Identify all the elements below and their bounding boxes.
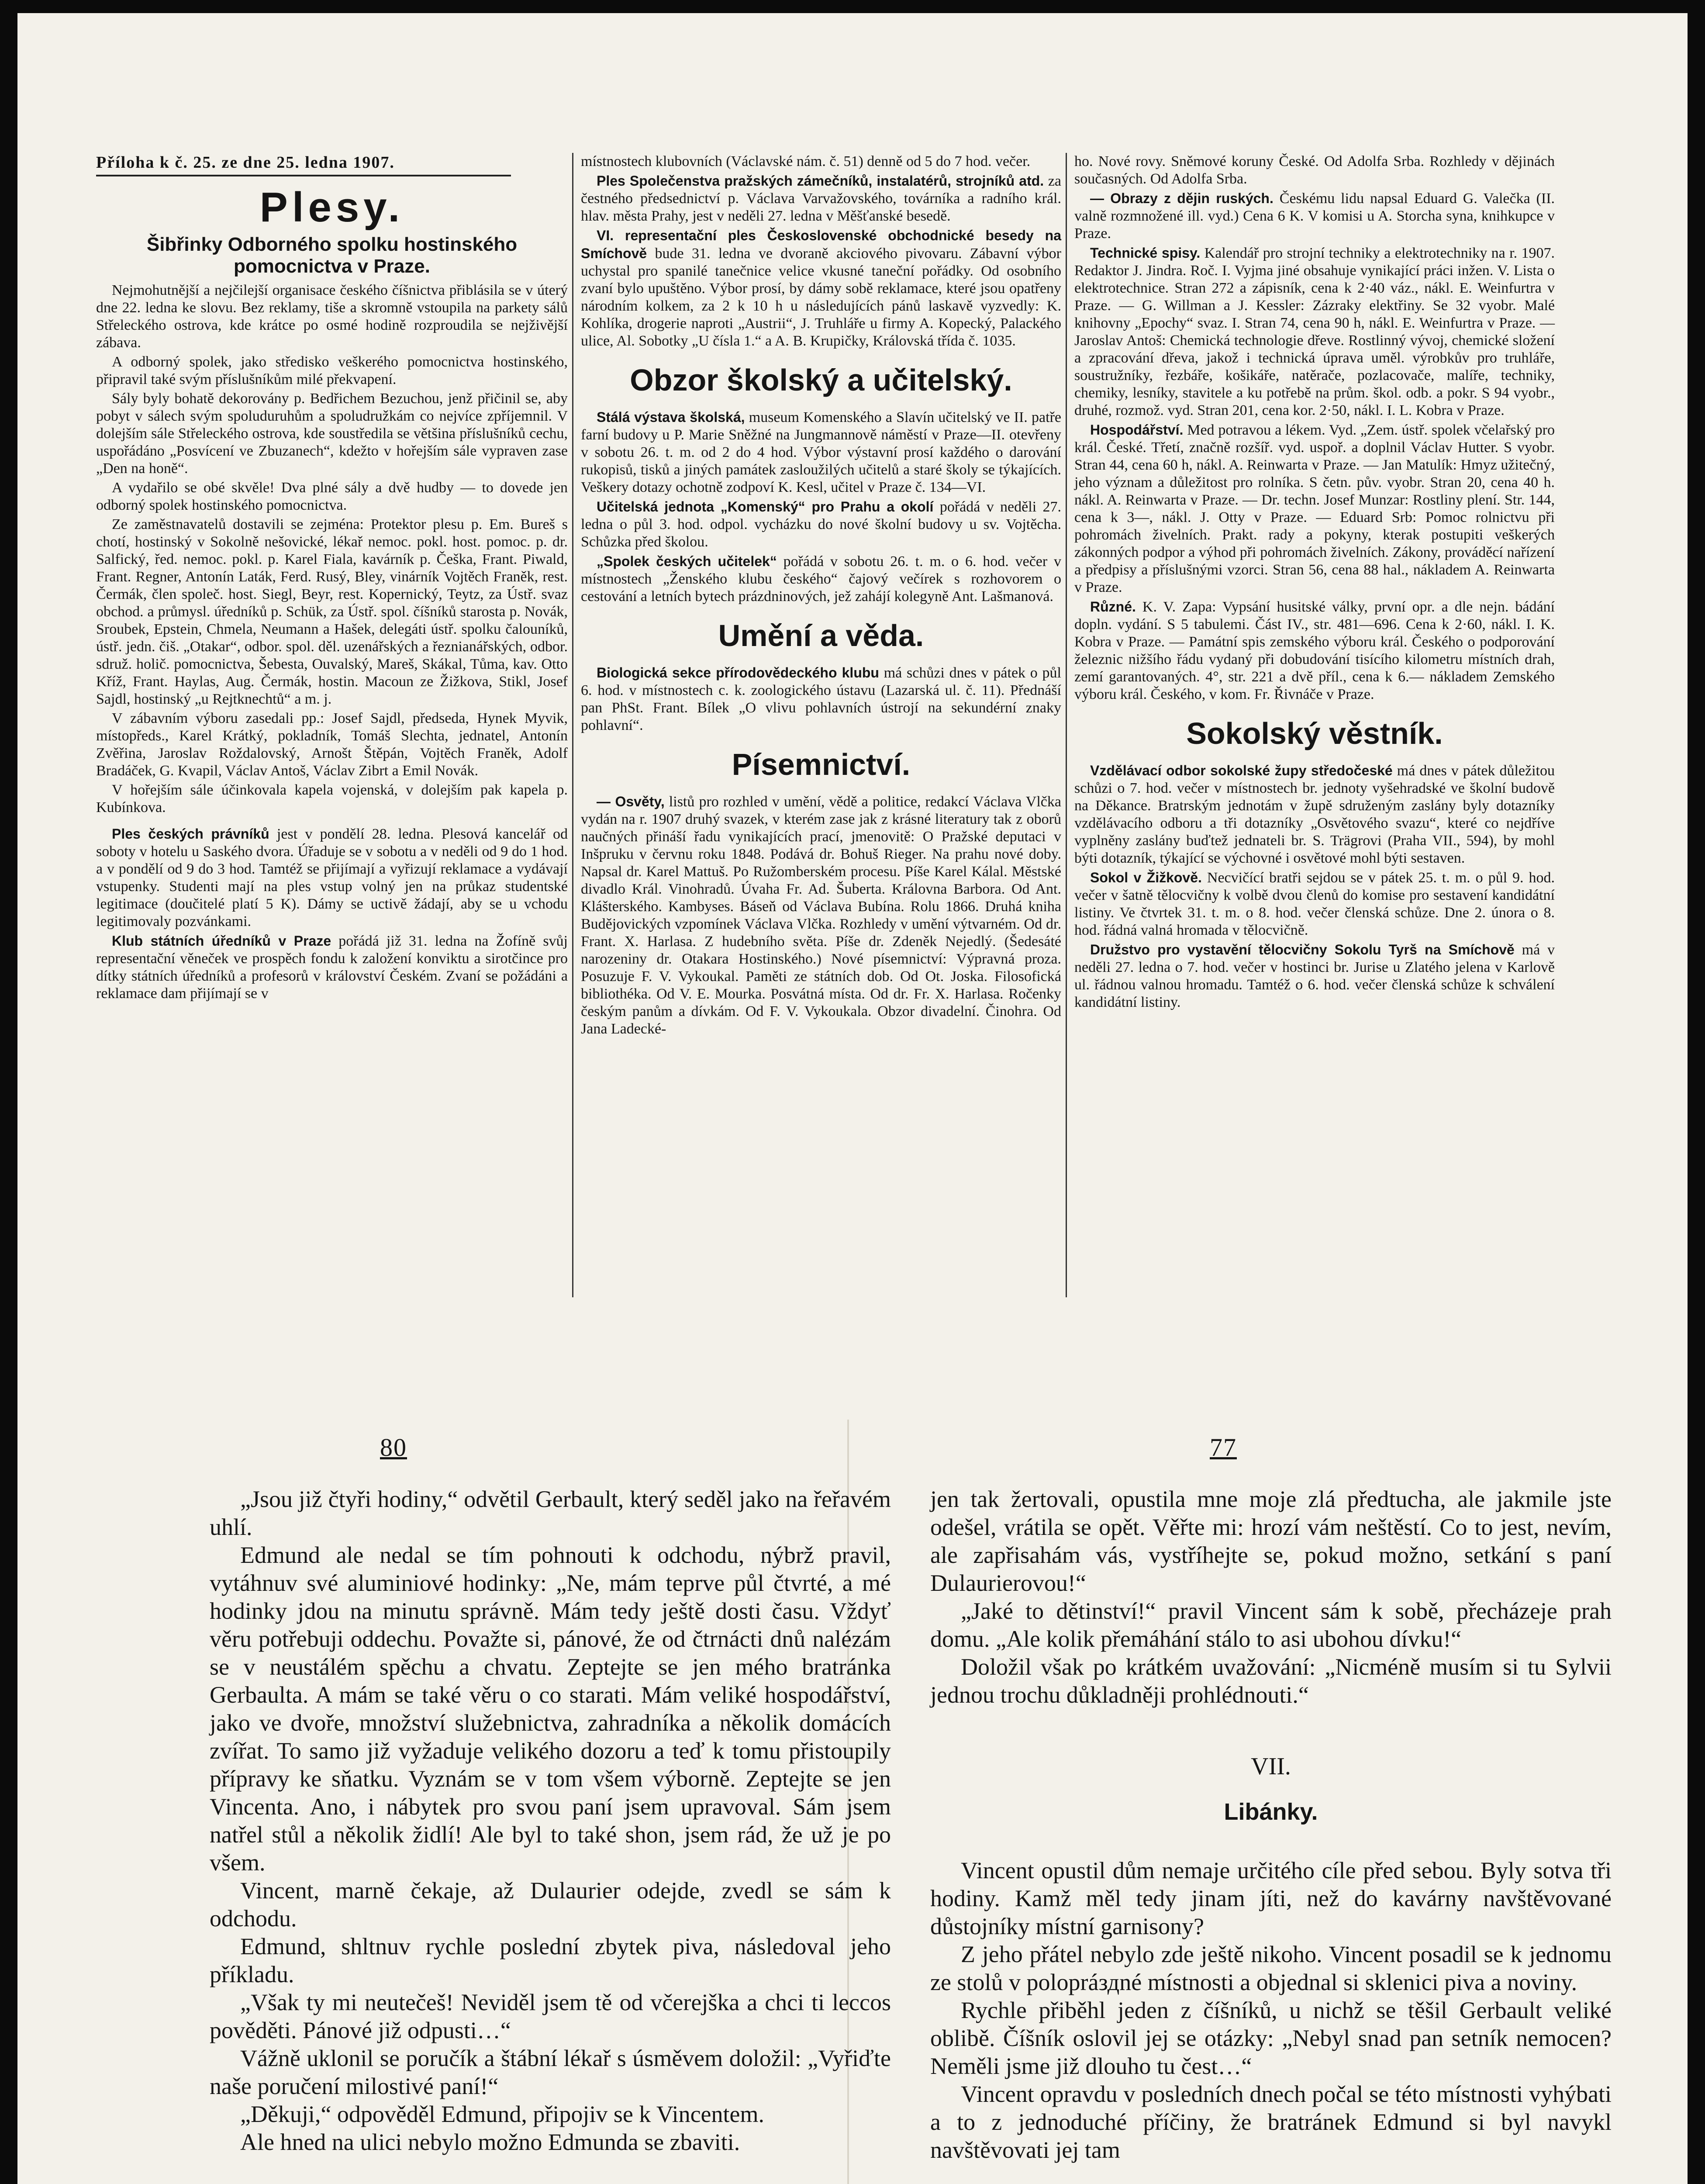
book-page-right [930,1485,1612,2164]
chapter-title: Libánky. [1224,1799,1318,1825]
paragraph [1074,762,1555,867]
chapter-number: VII. [1251,1753,1291,1780]
notice-text: Českému lidu napsal Eduard G. Valečka (II. valně rozmnožené ill. vyd.) Cena 6 K. V komisi u A. Storcha syna, knihkupce v Praze. [1074,190,1555,242]
notice-heading: Různé. [1090,599,1136,615]
notice-text: Necvičící bratři sejdou se v pátek 25. t. m. o půl 9. hod. večer v šatně tělocvičny k volbě dvou členů do komise pro sestavení kandidátní listiny. Ve čtvrtek 31. t. m. o 8. hod. večer členská schůze. Dne 2. února o 8. hod. řádná valná hromada v tělocvičně. [1074,870,1555,938]
section-title-plesy: Plesy. [259,184,404,231]
paragraph: ho. Nové rovy. Sněmové koruny České. Od Adolfa Srba. Rozhledy v dějinách současných. Od Adolfa Srba. [1074,153,1555,187]
notice-text: má v neděli 27. ledna o 7. hod. večer v hostinci br. Jurise u Zlatého jelena v Karlově ul. řádnou valnou hromadu. Tamtéž o 6. hod. večer členská schůze k schválení kandidátní listiny. [1074,942,1555,1010]
notice-heading: Vzdělávací odbor sokolské župy středočeské [1090,763,1393,778]
section-title-art: Umění a věda. [718,619,924,653]
book-paragraph: Edmund, shltnuv rychle poslední zbytek piva, následoval jeho příkladu. [210,1933,891,1987]
notice-heading: VI. representační ples Československé obchodnické besedy na Smíchově [581,228,1061,261]
scanned-sheet [17,13,1688,2184]
paragraph: Sály byly bohatě dekorovány p. Bedřichem Bezuchou, jenž přičinil se, aby pobyt v sálech svým spoluduruhům a spoludružkám co nejvíce zpříjemnil. V dolejším sále Střeleckého ostrova, kde soustředila se většina příslušníků cechu, uspořádáno „Posvícení ve Zbuzanech“, kdežto v hořejším sále vypraven zase „Den na honě“. [96,390,568,477]
paragraph: V hořejším sále účinkovala kapela vojenská, v dolejším pak kapela p. Kubínkova. [96,782,568,816]
book-paragraph: Rychle přiběhl jeden z číšníků, u nichž se těšil Gerbault veliké oblibě. Číšník oslovil jej se otázky: „Nebyl snad pan setník nemocen? Neměli jsme již dlouho tu čest…“ [930,1997,1612,2079]
notice-heading: Stálá výstava školská, [597,409,745,425]
paragraph [1074,421,1555,596]
notice-text: K. V. Zapa: Vypsání husitské války, první opr. a dle nejn. bádání dopln. vydání. S 5 tabulemi. Část IV., str. 481—696. Cena k 2·60, nákl. I. K. Kobra v Praze. — Památní spis zemského výboru král. Českého o podporování železnic nižšího řádu vydaný při dobudování tisícího kilometru místních drah, zemí garantovaných. 4°, str. 221 a dvě příl., cena k 6.— nákladem Zemského výboru král. Českého, v kom. Fr. Řivnáče v Praze. [1074,599,1555,702]
newspaper-supplement [17,13,1688,1411]
notice-text: listů pro rozhled v umění, vědě a politice, redakcí Václava Vlčka vydán na r. 1907 druhý svazek, v kterém zase jak z krásné literatury tak z oborů naučných přináší řadu vynikajících prací, jmenovitě: O Pražské deputaci v Inšpruku v červnu roku 1848. Podává dr. Bohuš Rieger. Na prahu nové doby. Napsal dr. Karel Mattuš. Po Ružomberském procesu. Píše Karel Kálal. Městské divadlo Král. Vinohradů. Úvaha Fr. Ad. Šuberta. Královna Barbora. Od Ant. Klášterského. Kambyses. Báseň od Václava Bubína. Rolu 1866. Druhá kniha Budějovických vzpomínek Václava Vlčka. Rozhledy v umění výtvarném. Od dr. Frant. X. Harlasa. Z hudebního světa. Píše dr. Zdeněk Nejedlý. (Šedesáté narozeniny dr. Otakara Hostinského.) Nové písemnictví: Výpravná proza. Posuzuje F. V. Vykoukal. Paměti ze státních dob. Od Ot. Joska. Filosofická bibliothéka. Od V. E. Mourka. Posvátná místa. Od dr. Fr. X. Harlasa. Ročenky českým panům a dívkám. Od F. V. Vykoukala. Obzor divadelní. Činohra. Od Jana Ladecké- [581,794,1061,1037]
paragraph [581,408,1061,496]
notice-heading: — Osvěty, [597,794,665,809]
book-paragraph: jen tak žertovali, opustila mne moje zlá předtucha, ale jakmile jste odešel, vrátila se opět. Věřte mi: hrozí vám neštěstí. Co to jest, nevím, ale zapřisahám vás, vystříhejte se, pokud možno, setkání s paní Dulaurierovou!“ [930,1486,1612,1596]
book-paragraph: Edmund ale nedal se tím pohnouti k odchodu, nýbrž pravil, vytáhnuv své aluminiové hodinky: „Ne, mám teprve půl čtvrté, a mé hodinky jdou na minutu správně. Mám tedy ještě dosti času. Vždyť věru potřebuji oddechu. Považte si, pánové, že od čtrnácti dnů nalézám se v neustálém spěchu a chvatu. Zeptejte se jen mého bratránka Gerbaulta. A mám se také věru o co starati. Mám veliké hospodářství, jako ve dvoře, množství služebnictva, zahradníka a několik domácích zvířat. To samo již vyžaduje velikého dozoru a teď k tomu přistoupily přípravy ke sňatku. Vyznám se v tom všem výborně. Zeptejte se jen Vincenta. Ano, i nábytek pro svou paní jsem upravoval. Sám jsem natřel stůl a několik židlí! Ale byl to také shon, jsem rád, že už je po všem. [210,1542,891,1876]
notice-heading: Družstvo pro vystavění tělocvičny Sokolu Tyrš na Smíchově [1090,942,1515,957]
book-page-left [210,1485,891,2156]
notice-text: Med potravou a lékem. Vyd. „Zem. ústř. spolek včelařský pro král. České. Třetí, značně rozšíř. vyd. uspoř. a doplnil Václav Hutter. S vyobr. Stran 44, cena 60 h, nákl. A. Reinwarta v Praze. — Jan Matulík: Hmyz užitečný, jeho význam a důležitost pro rolníka. S četn. pův. vyobr. Stran 20, cena 40 h. nákl. A. Reinwarta v Praze. — Dr. techn. Josef Munzar: Rostliny plení. Str. 144, cena k 3—, nákl. J. Otty v Praze. — Eduard Srb: Pomoc rolnictvu při pohromách živelních. Prakt. rady a pokyny, kterak postupiti veškerých zákonných podpor a výhod při pohromách živelních. Zákony, prováděcí nařízení a předpisy a příslušnými vzorci. Stran 56, cena 88 hal., nákladem A. Reinwarta v Praze. [1074,422,1555,595]
column-right [1074,153,1555,1013]
paragraph [581,793,1061,1038]
book-paragraph: „Jaké to dětinství!“ pravil Vincent sám k sobě, přecházeje prah domu. „Ale kolik přemáhání stálo to asi ubohou dívku!“ [930,1598,1612,1652]
supplement-header: Příloha k č. 25. ze dne 25. ledna 1907. [96,153,511,176]
notice-heading: „Spolek českých učitelek“ [597,553,777,569]
page-number: 77 [1210,1433,1237,1462]
paragraph [1074,869,1555,939]
paragraph [1074,598,1555,703]
paragraph: místnostech klubovních (Václavské nám. č. 51) denně od 5 do 7 hod. večer. [581,153,1031,169]
page-number: 80 [380,1433,407,1462]
column-divider [572,153,573,1297]
book-paragraph: Doložil však po krátkém uvažování: „Nicméně musím si tu Sylvii jednou trochu důkladněji prohlédnouti.“ [930,1654,1612,1708]
notice-text: museum Komenského a Slavín učitelský ve II. patře farní budovy u P. Marie Sněžné na Jungmannově náměstí v Praze—II. otevřeny v sobotu 26. t. m. od 2 do 4 hod. Výbor výstavní prosí každého o darování rukopisů, tisků a jiných památek zasloužilých učitelů a staré školy se týkajících. Veškery dotazy ochotně zodpoví K. Kesl, učitel v Praze č. 134—VI. [581,409,1061,495]
book-paragraph: Ale hned na ulici nebylo možno Edmunda se zbaviti. [240,2129,740,2155]
notice-text: pořádá v neděli 27. ledna o půl 3. hod. odpol. vycházku do nové školní budovy u sv. Vojtěcha. Schůzka před školou. [581,499,1062,550]
paragraph [581,664,1061,734]
paragraph [96,825,568,930]
section-title-school: Obzor školský a učitelský. [630,363,1012,397]
notice-heading: Ples českých právníků [112,826,269,842]
notice-text: má schůzi dnes v pátek o půl 6. hod. v místnostech c. k. zoologického ústavu (Lazarská ul. č. 11). Přednáší pan PhSt. Frant. Bílek „O vlivu pohlavních ústrojí na sekundérní znaky pohlavní“. [581,665,1061,733]
paragraph [1074,190,1555,242]
column-middle [581,153,1061,1040]
notice-text: pořádá v sobotu 26. t. m. o 6. hod. večer v místnostech „Ženského klubu českého“ čajový večírek s rozhovorem o cestování a letních bytech prázdninových, jež zahájí kolegyně Ant. Lašmanová. [581,553,1062,605]
notice-heading: Klub státních úředníků v Praze [112,933,331,949]
paragraph: Ze zaměstnavatelů dostavili se zejména: Protektor plesu p. Em. Bureš s chotí, hostinský v Sokolně nešovické, lékař nemoc. pokl. host. pomoc. p. dr. Salfický, řed. nemoc. pokl. p. Karel Fiala, kavárník p. Češka, Frant. Piwald, Frant. Regner, Antonín Laták, Ferd. Rusý, Bley, vinárník Vojtěch Franěk, rest. Čermák, člen společ. host. Siegl, Beyr, rest. Kopernický, Teytz, za Ústř. svaz obchod. a průmysl. úředníků p. Schük, za Ústř. spol. číšníků starosta p. Novák, Sroubek, Epstein, Chmela, Neumann a Hašek, delegáti ústř. spolku čalouníků, ústř. jedn. čiš. „Otakar“, odbor. spol. děl. uzenářských a řeznianářských, odbor. sdruž. holič. pomocnictva, Šebesta, Ouvalský, Mareš, Skákal, Tůma, kav. Otto Kříž, Frant. Haylas, Aug. Čermák, hostin. Macoun ze Žižkova, Stikl, Josef Sajdl, hostinský „u Rejtknechtů“ a m. j. [96,516,568,707]
section-title-sokol: Sokolský věstník. [1186,716,1443,750]
notice-text: za čestného předsednictví p. Václava Varvažovského, továrníka a radního král. hlav. města Prahy, jest v neděli 27. ledna v Měšťanské besedě. [581,173,1062,224]
notice-heading: Technické spisy. [1090,245,1201,261]
notice-text: Kalendář pro strojní techniky a elektrotechniky na r. 1907. Redaktor J. Jindra. Roč. I. Vyjma jiné obsahuje vynikající práci inžen. V. Lista o elektrotechnice. Stran 272 a zápisník, cena k 2·40 váz., nákl. E. Weinfurtra v Praze. — G. Willman a J. Kessler: Zázraky elektřiny. Se 32 vyobr. Malé knihovny „Epochy“ svaz. I. Stran 74, cena 90 h, nákl. E. Weinfurtra v Praze. — Jaroslav Antoš: Chemická technologie dřeve. Rostlinný vývoj, chemické složení a zpracování dřeva, jakož i technická úprava uměl. výrobkův pro truhláře, soustružníky, řezbáře, košikáře, natěrače, pozlacovače, malíře, techniky, chemiky, lesníky, stavitele a ku potřebě na prům. škol. odb. a pokr. S 94 vyobr., druhé, rozmož. vyd. Stran 201, cena kor. 2·50, nákl. I. L. Kobra v Praze. [1074,245,1555,418]
notice-heading: Učitelská jednota „Komenský“ pro Prahu a okolí [597,499,934,515]
section-title-literature: Písemnictví. [732,747,911,781]
column-plesy [96,181,568,1004]
paragraph: Nejmohutnější a nejčilejší organisace českého číšnictva přiblásila se v úterý dne 22. ledna ke slovu. Bez reklamy, tiše a skromně vstoupila na parkety sálů Střeleckého ostrova, kde krátce po osmé hodině rozproudila se nejživější zábava. [96,282,568,351]
paragraph: V zábavním výboru zasedali pp.: Josef Sajdl, předseda, Hynek Myvik, místopředs., Karel Krátký, pokladník, Tomáš Slechta, jednatel, Antonín Zvěřina, Jaroslav Roždalovský, Arnošt Štěpán, Vojtěch Franěk, Adolf Bradáček, G. Kvapil, Václav Antoš, Václav Zibrt a Emil Novák. [96,710,568,779]
paragraph [581,227,1061,350]
notice-text: pořádá již 31. ledna na Žofíně svůj representační věneček ve prospěch fondu k založení konviktu a sirotčince pro dítky státních úředníků a profesorů v království Českém. Zvaní se požádáni a reklamace dam přijímají se v [96,933,568,1002]
paragraph [581,172,1061,225]
book-paragraph: Vážně uklonil se poručík a štábní lékař s úsměvem doložil: „Vyřiďte naše poručení milostivé paní!“ [210,2045,891,2099]
book-paragraph: „Jsou již čtyři hodiny,“ odvětil Gerbault, který seděl jako na řeřavém uhlí. [210,1486,891,1540]
notice-text: jest v pondělí 28. ledna. Plesová kancelář od soboty v hotelu u Saského dvora. Úřaduje se v sobotu a v neděli od 9 do 1 hod. a v pondělí od 9 do 3 hod. Tamtéž se přijímají a vyřizují reklamace a vydávají vstupenky. Studenti mají na ples vstup volný jen na průkaz studentské legitimace (doučitelé platí 5 K). Dámy se uctivě žádají, aby se u vchodu legitimovaly pozvánkami. [96,826,568,930]
book-paragraph: „Však ty mi neutečeš! Neviděl jsem tě od včerejška a chci ti leccos pověděti. Pánové již odpusti…“ [210,1989,891,2043]
notice-heading: Sokol v Žižkově. [1090,870,1202,885]
paragraph [581,553,1061,605]
book-paragraph: Vincent, marně čekaje, až Dulaurier odejde, zvedl se sám k odchodu. [210,1877,891,1932]
notice-heading: — Obrazy z dějin ruských. [1090,190,1274,206]
book-paragraph: Z jeho přátel nebylo zde ještě nikoho. Vincent posadil se k jednomu ze stolů v polopráздné místnosti a objednal si sklenici piva a noviny. [930,1941,1612,1995]
notice-heading: Ples Společenstva pražských zámečníků, instalatérů, strojníků atd. [597,173,1044,189]
notice-heading: Hospodářství. [1090,422,1184,438]
paragraph [581,498,1061,551]
book-paragraph: „Děkuji,“ odpověděl Edmund, připojiv se k Vincentem. [240,2101,764,2127]
paragraph: A vydařilo se obé skvěle! Dva plné sály a dvě hudby — to dovede jen odborný spolek hostinského pomocnictva. [96,480,568,513]
book-paragraph: Vincent opravdu v posledních dnech počal se této místnosti vyhýbati a to z jednoduché příčiny, že bratránek Edmund si byl navykl navštěvovati jej tam [930,2081,1612,2163]
book-paragraph: Vincent opustil dům nemaje určitého cíle před sebou. Byly sotva tři hodiny. Kamž měl tedy jinam jíti, než do kavárny navštěvované důstojníky místní garnisony? [930,1857,1612,1939]
notice-text: má dnes v pátek důležitou schůzi o 7. hod. večer v místnostech br. jednoty vyšehradské ve školní budově na Děkance. Bratrským jednotám v župě sdruženým zaslány byly dotazníky vzdělávacího odboru a tři dotazníky „Osvětového svazu“, které co nejdříve vyplněny zaslány buďtež jednateli br. S. Trägrovi (Praha VII., 594), by mohl býti dotazník, týkající se výchovné i osvětové mohl býti sestaven. [1074,763,1555,866]
notice-text: bude 31. ledna ve dvoraně akciového pivovaru. Zábavní výbor uchystal pro spanilé tanečnice velice vkusné taneční pořádky. Od osobního zvaní bylo upuštěno. Výbor prosí, by dámy sobě reklamace, které jsou opatřeny národním kolkem, za 2 k 10 h u následujících pánů laskavě vyzvedly: K. Kohlíka, drogerie naproti „Austrii“, J. Truhláře u firmy A. Kopecký, Palackého ulice, Al. Sobotky „U čísla 1.“ a A. B. Krupičky, Královská třída č. 1035. [581,245,1061,349]
paragraph [1074,941,1555,1011]
article-heading: Šibřinky Odborného spolku hostinského pomocnictva v Praze. [146,234,518,277]
paragraph [96,932,568,1002]
notice-heading: Biologická sekce přírodovědeckého klubu [597,665,879,681]
paragraph [1074,244,1555,419]
column-divider [1066,153,1067,1297]
paragraph: A odborný spolek, jako středisko veškerého pomocnictva hostinského, připravil také svým příslušníkům milé překvapení. [96,354,568,387]
